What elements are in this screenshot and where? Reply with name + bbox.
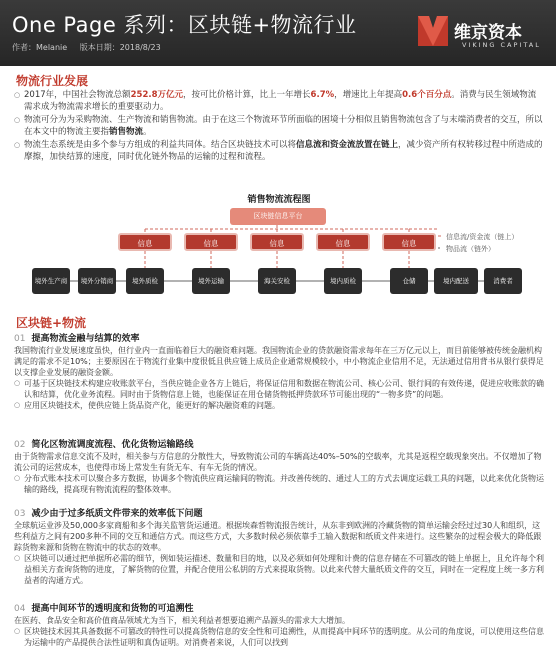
subsection-01: 01 提高物流金融与结算的效率 我国物流行业发展速度虽快，但行业内一直面临着巨大的融资难问题。我国物流企业的贷款融资需求每年在三万亿元以上，而目前能够被传统金融机构满足的需求不足10%；主要原因在于物流行业集中度很低且供应链上成员企业通常规模较小，中小物流企业信用不足，无法通过信用背书从银行获得足以支撑企业发展的融资金额。 ○ 可基于区块链技术构建应收账款平台，当供应链企业各方上链后，将保证信用和数据在物流公司、核心公司、银行间的有效传递，促进应收账款的确认和结算，优化业务流程。同时由于货物信息上链，也能保证在用仓储货物抵押贷款环节可能出现的“一物多贷”的问题。 ○ 应用区块链技术，使供应链上货品资产化，能更好的解决融资难的问题。: [14, 331, 544, 411]
logo-v-icon: [418, 16, 448, 46]
info-box: 信息: [316, 233, 370, 251]
industry-bullets: [14, 89, 544, 164]
flow-node: 境内配送: [434, 268, 478, 294]
logo-cn-text: 维京资本: [454, 23, 522, 43]
section-title-industry: 物流行业发展: [16, 74, 89, 88]
subsection-03: 03 减少由于过多纸质文件带来的效率低下问题 全球航运业涉及50,000多家商船和多个海关监管货运通道。根据埃森哲物流报告统计，从东非到欧洲的冷藏货物的简单运输会经过过30人和组织，这些利益方之间有200多种不同的交互和通信方式。而这些方式，大多数时候必须依靠手工输入数据和纸质文件来进行。这些繁杂的过程会极大的降低跟踪货物来源和货物在物流中的状态的效率。 ○ 区块链可以通过把单据所必需的细节，例如装运描述、数量和目的地，以及必须如何处理和计费的信息存储在不可篡改的链上单据上，且允许每个利益相关方查询货物的进度，了解货物的位置，并配合使用公私钥的方式来提取货物。以此来代替大量纸质文件的交互，同时在一定程度上统一多方利益者的沟通方式。: [14, 506, 544, 586]
header-meta: [12, 42, 171, 53]
bullet-item: ○ 2017年，中国社会物流总额252.8万亿元，按可比价格计算，比上一年增长6.7%，增速比上年提高0.6个百分点。消费与民生领域物流需求成为物流需求增长的重要驱动力。: [14, 89, 544, 113]
flow-node: 境内质检: [324, 268, 362, 294]
info-box: 信息: [184, 233, 238, 251]
logo-en-text: VIKING CAPITAL: [462, 41, 541, 49]
blockchain-platform-box: 区块链信息平台: [230, 208, 326, 225]
sales-logistics-flowchart: [14, 192, 544, 310]
flow-node: 仓储: [390, 268, 428, 294]
flowchart-title: 销售物流流程图: [247, 195, 311, 205]
date-label: 版本日期：2018/8/23: [79, 43, 161, 52]
flow-node: 海关安检: [258, 268, 296, 294]
info-box: 信息: [250, 233, 304, 251]
info-box: 信息: [382, 233, 436, 251]
header-banner: [0, 0, 556, 66]
subsection-02: 02 简化区物流调度流程、优化货物运输路线 由于货物需求信息交流不及时，相关参与方信息的分散性大，导致物流公司的车辆高达40%–50%的空载率，尤其是返程空载现象突出。不仅增加了物流公司的运营成本，也使得市场上常发生有货无车、有车无货的情况。 ○ 分布式账本技术可以聚合多方数据，协调多个物流供应商运输间的物流。并改善传统的、通过人工的方式去调度运载工具的问题，以此来优化货物运输的路线，提高现有物流流程的整体效率。: [14, 437, 544, 495]
flow-node: 境外生产商: [32, 268, 70, 294]
bullet-item: ○ 物流可分为为采购物流、生产物流和销售物流。由于在这三个物流环节所面临的困境十分相似且销售物流包含了与末端消费者的交互，所以在本文中的物流主要指销售物流。: [14, 114, 544, 138]
author-label: 作者：Melanie: [12, 43, 68, 52]
section-title-blockchain-logistics: 区块链+物流: [16, 316, 87, 330]
legend-goods-flow: 物品流（链外）: [446, 245, 495, 253]
flow-node: 境外分销商: [78, 268, 116, 294]
legend-info-flow: 信息流/资金流（链上）: [446, 233, 519, 241]
viking-capital-logo: [418, 14, 548, 54]
flow-node: 境外运输: [192, 268, 230, 294]
page-title: One Page 系列：区块链+物流行业: [12, 13, 357, 37]
flow-node: 消费者: [484, 268, 522, 294]
info-box: 信息: [118, 233, 172, 251]
bullet-item: ○ 物流生态系统是由多个参与方组成的利益共同体。结合区块链技术可以将信息流和资金流放置在链上，减少资产所有权转移过程中所造成的摩擦，加快结算的速度，同时优化链外物品的运输的过程和流程。: [14, 139, 544, 163]
flow-node: 境外质检: [126, 268, 164, 294]
subsection-04: 04 提高中间环节的透明度和货物的可追溯性 在医药、食品安全和高价值商品领域尤为当下，相关利益者想要追溯产品源头的需求大大增加。 ○ 区块链技术因其具备数据不可篡改的特性可以提高货物信息的安全性和可追溯性，从而提高中间环节的透明度。从公司的角度说，可以使用这些信息为运输中的产品提供合法性证明和真伪证明。对消费者来说，人们可以找到: [14, 601, 544, 648]
